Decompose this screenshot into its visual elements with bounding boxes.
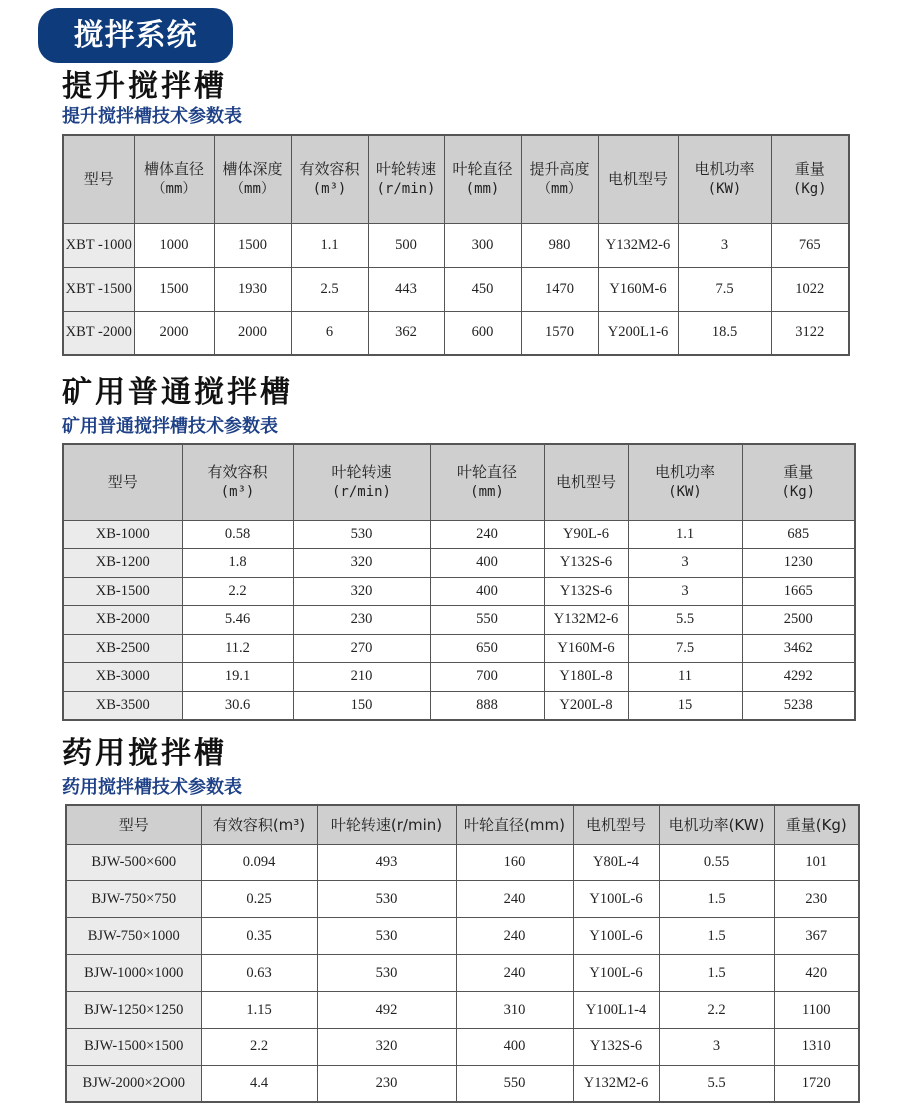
table-cell: 240 [456, 955, 573, 992]
section-title-mining-tank: 矿用普通搅拌槽 [62, 375, 293, 410]
table-cell: 362 [368, 311, 444, 355]
column-header [214, 135, 291, 223]
table-cell: 1.5 [659, 881, 774, 918]
model-cell: BJW-750×750 [66, 881, 201, 918]
table-cell: 7.5 [678, 267, 771, 311]
table-cell: 0.25 [201, 881, 317, 918]
column-header-unit: (r/min) [331, 484, 391, 501]
section-subtitle-mining-tank: 矿用普通搅拌槽技术参数表 [62, 416, 278, 437]
column-header-label: 型号 [107, 473, 138, 492]
table-cell: 5.5 [659, 1065, 774, 1102]
model-cell: XBT -2000 [63, 311, 134, 355]
table-cell: 230 [317, 1065, 456, 1102]
table-header-row [63, 444, 855, 520]
table-cell: 2.2 [182, 577, 293, 606]
table-cell: 240 [456, 918, 573, 955]
table-cell: 3 [678, 223, 771, 267]
table-cell: 18.5 [678, 311, 771, 355]
model-cell: XB-1500 [63, 577, 182, 606]
column-header [678, 135, 771, 223]
table-cell: 400 [430, 577, 544, 606]
table-cell: 443 [368, 267, 444, 311]
column-header [63, 444, 182, 520]
table-cell: 0.58 [182, 520, 293, 549]
column-header-unit: （mm） [230, 181, 275, 198]
table-cell: 0.63 [201, 955, 317, 992]
table-cell: 1.15 [201, 992, 317, 1029]
column-header-unit: (mm) [465, 181, 500, 198]
model-cell: XB-2000 [63, 606, 182, 635]
table-cell: Y100L-6 [573, 918, 659, 955]
model-cell: BJW-750×1000 [66, 918, 201, 955]
column-header-unit: (m³) [220, 484, 255, 501]
model-cell: XBT -1500 [63, 267, 134, 311]
table-cell: 1230 [742, 549, 855, 578]
column-header [368, 135, 444, 223]
table-cell: 15 [628, 691, 742, 720]
table-row [66, 881, 859, 918]
column-header [774, 805, 859, 844]
column-header-label: 提升高度 [529, 160, 590, 179]
table-cell: Y200L-8 [544, 691, 628, 720]
table-cell: 240 [456, 881, 573, 918]
table-cell: Y132S-6 [544, 577, 628, 606]
table-cell: 2500 [742, 606, 855, 635]
table-cell: Y132S-6 [573, 1028, 659, 1065]
table-cell: 1310 [774, 1028, 859, 1065]
table-cell: 270 [293, 634, 430, 663]
column-header [573, 805, 659, 844]
column-header-label: 电机型号 [585, 815, 646, 834]
table-cell: 1000 [134, 223, 214, 267]
table-cell: 0.35 [201, 918, 317, 955]
model-cell: BJW-1000×1000 [66, 955, 201, 992]
table-cell: 1022 [771, 267, 849, 311]
column-header-label: 叶轮直径(mm) [464, 815, 565, 834]
table-cell: Y132M2-6 [544, 606, 628, 635]
model-cell: BJW-2000×2O00 [66, 1065, 201, 1102]
table-cell: 19.1 [182, 663, 293, 692]
table-cell: 500 [368, 223, 444, 267]
table-cell: 3 [628, 549, 742, 578]
column-header-label: 有效容积(m³) [212, 815, 306, 834]
table-cell: 4.4 [201, 1065, 317, 1102]
table-row [63, 691, 855, 720]
table-cell: 11.2 [182, 634, 293, 663]
table-cell: 11 [628, 663, 742, 692]
column-header [134, 135, 214, 223]
column-header-label: 叶轮转速(r/min) [330, 815, 443, 834]
table-cell: 1500 [214, 223, 291, 267]
column-header [317, 805, 456, 844]
column-header-label: 叶轮直径 [452, 160, 513, 179]
model-cell: XB-2500 [63, 634, 182, 663]
model-cell: XB-1000 [63, 520, 182, 549]
table-row [66, 918, 859, 955]
table-cell: 450 [444, 267, 521, 311]
column-header-label: 电机型号 [607, 170, 668, 189]
table-cell: 400 [456, 1028, 573, 1065]
table-cell: 2.5 [291, 267, 368, 311]
column-header-unit: （mm） [537, 181, 582, 198]
model-cell: XB-3500 [63, 691, 182, 720]
table-cell: 367 [774, 918, 859, 955]
table-cell: Y132M2-6 [573, 1065, 659, 1102]
column-header-label: 槽体深度 [222, 160, 283, 179]
table-cell: 5.46 [182, 606, 293, 635]
column-header-label: 叶轮转速 [375, 160, 436, 179]
table-cell: 3 [659, 1028, 774, 1065]
table-cell: 230 [293, 606, 430, 635]
column-header-unit: (Kg) [792, 181, 827, 198]
table-row [63, 663, 855, 692]
table-cell: 210 [293, 663, 430, 692]
table-cell: 550 [430, 606, 544, 635]
column-header-unit: （mm） [151, 181, 197, 198]
table-cell: 550 [456, 1065, 573, 1102]
table-cell: Y132M2-6 [598, 223, 678, 267]
column-header [742, 444, 855, 520]
column-header [444, 135, 521, 223]
table-cell: 1.5 [659, 918, 774, 955]
column-header-unit: (r/min) [376, 181, 436, 198]
table-row [63, 223, 849, 267]
section-title-lift-tank: 提升搅拌槽 [62, 69, 227, 104]
column-header-label: 有效容积 [299, 160, 360, 179]
table-cell: 320 [293, 549, 430, 578]
table-cell: 160 [456, 844, 573, 881]
table-cell: 650 [430, 634, 544, 663]
column-header-label: 型号 [118, 815, 149, 834]
table-cell: 1470 [521, 267, 598, 311]
table-row [63, 520, 855, 549]
column-header [293, 444, 430, 520]
section-badge: 搅拌系统 [38, 8, 233, 63]
table-cell: 320 [293, 577, 430, 606]
column-header-label: 型号 [83, 170, 114, 189]
column-header [291, 135, 368, 223]
table-cell: 530 [317, 955, 456, 992]
section-title-pharma-tank: 药用搅拌槽 [62, 736, 227, 771]
table-cell: Y160M-6 [544, 634, 628, 663]
table-pharma-tank [65, 804, 860, 1103]
table-cell: 0.094 [201, 844, 317, 881]
table-cell: 530 [317, 881, 456, 918]
table-cell: Y132S-6 [544, 549, 628, 578]
table-cell: 3122 [771, 311, 849, 355]
table-cell: 980 [521, 223, 598, 267]
table-cell: 700 [430, 663, 544, 692]
column-header [521, 135, 598, 223]
column-header-label: 重量 [794, 160, 825, 179]
table-cell: 530 [317, 918, 456, 955]
model-cell: BJW-1500×1500 [66, 1028, 201, 1065]
column-header-label: 电机功率 [654, 463, 715, 482]
table-cell: 492 [317, 992, 456, 1029]
table-cell: 6 [291, 311, 368, 355]
table-cell: 300 [444, 223, 521, 267]
table-lift-tank [62, 134, 850, 356]
column-header [430, 444, 544, 520]
model-cell: XB-1200 [63, 549, 182, 578]
table-cell: 30.6 [182, 691, 293, 720]
column-header [544, 444, 628, 520]
table-cell: Y160M-6 [598, 267, 678, 311]
column-header-unit: (Kg) [781, 484, 816, 501]
table-cell: 5.5 [628, 606, 742, 635]
column-header-label: 重量 [783, 463, 814, 482]
section-subtitle-lift-tank: 提升搅拌槽技术参数表 [62, 106, 242, 127]
column-header-label: 有效容积 [207, 463, 268, 482]
column-header [201, 805, 317, 844]
table-cell: 3 [628, 577, 742, 606]
model-cell: BJW-1250×1250 [66, 992, 201, 1029]
column-header [182, 444, 293, 520]
table-cell: 530 [293, 520, 430, 549]
table-cell: Y200L1-6 [598, 311, 678, 355]
table-cell: 400 [430, 549, 544, 578]
table-row [66, 1065, 859, 1102]
column-header [628, 444, 742, 520]
column-header-label: 叶轮转速 [331, 463, 392, 482]
model-cell: XB-3000 [63, 663, 182, 692]
table-cell: 2000 [134, 311, 214, 355]
column-header-unit: (KW) [707, 181, 742, 198]
column-header-label: 电机功率(KW) [668, 815, 765, 834]
table-cell: 1500 [134, 267, 214, 311]
table-cell: 1665 [742, 577, 855, 606]
column-header [771, 135, 849, 223]
table-row [63, 549, 855, 578]
table-cell: 5238 [742, 691, 855, 720]
table-cell: 1.5 [659, 955, 774, 992]
table-row [66, 955, 859, 992]
table-cell: 1100 [774, 992, 859, 1029]
table-row [66, 992, 859, 1029]
column-header-label: 重量(Kg) [785, 815, 847, 834]
table-cell: 1930 [214, 267, 291, 311]
table-cell: 1720 [774, 1065, 859, 1102]
column-header [598, 135, 678, 223]
table-cell: 230 [774, 881, 859, 918]
column-header-label: 电机功率 [694, 160, 755, 179]
column-header-label: 叶轮直径 [456, 463, 517, 482]
table-cell: Y100L-6 [573, 881, 659, 918]
table-row [66, 844, 859, 881]
table-row [63, 577, 855, 606]
column-header-unit: (KW) [668, 484, 702, 501]
table-row [66, 1028, 859, 1065]
table-cell: 310 [456, 992, 573, 1029]
table-cell: 1570 [521, 311, 598, 355]
column-header [63, 135, 134, 223]
table-cell: 888 [430, 691, 544, 720]
table-cell: 600 [444, 311, 521, 355]
table-cell: Y100L1-4 [573, 992, 659, 1029]
table-row [63, 311, 849, 355]
table-cell: 2.2 [201, 1028, 317, 1065]
table-row [63, 606, 855, 635]
table-cell: 1.8 [182, 549, 293, 578]
table-cell: 685 [742, 520, 855, 549]
table-header-row [63, 135, 849, 223]
table-cell: Y180L-8 [544, 663, 628, 692]
column-header [456, 805, 573, 844]
table-cell: 320 [317, 1028, 456, 1065]
table-cell: 493 [317, 844, 456, 881]
column-header-label: 槽体直径 [143, 160, 204, 179]
section-subtitle-pharma-tank: 药用搅拌槽技术参数表 [62, 777, 242, 798]
table-row [63, 634, 855, 663]
table-cell: 0.55 [659, 844, 774, 881]
table-cell: 3462 [742, 634, 855, 663]
model-cell: XBT -1000 [63, 223, 134, 267]
column-header [659, 805, 774, 844]
table-cell: 4292 [742, 663, 855, 692]
table-cell: Y100L-6 [573, 955, 659, 992]
table-header-row [66, 805, 859, 844]
table-cell: 1.1 [291, 223, 368, 267]
model-cell: BJW-500×600 [66, 844, 201, 881]
column-header [66, 805, 201, 844]
table-cell: 7.5 [628, 634, 742, 663]
table-mining-tank [62, 443, 856, 721]
table-cell: 420 [774, 955, 859, 992]
table-cell: Y90L-6 [544, 520, 628, 549]
table-cell: 2000 [214, 311, 291, 355]
table-cell: 101 [774, 844, 859, 881]
table-cell: 2.2 [659, 992, 774, 1029]
table-cell: 150 [293, 691, 430, 720]
table-cell: 240 [430, 520, 544, 549]
table-cell: Y80L-4 [573, 844, 659, 881]
column-header-label: 电机型号 [555, 473, 616, 492]
table-cell: 765 [771, 223, 849, 267]
table-cell: 1.1 [628, 520, 742, 549]
column-header-unit: (mm) [470, 484, 504, 501]
column-header-unit: (m³) [312, 181, 347, 198]
table-row [63, 267, 849, 311]
